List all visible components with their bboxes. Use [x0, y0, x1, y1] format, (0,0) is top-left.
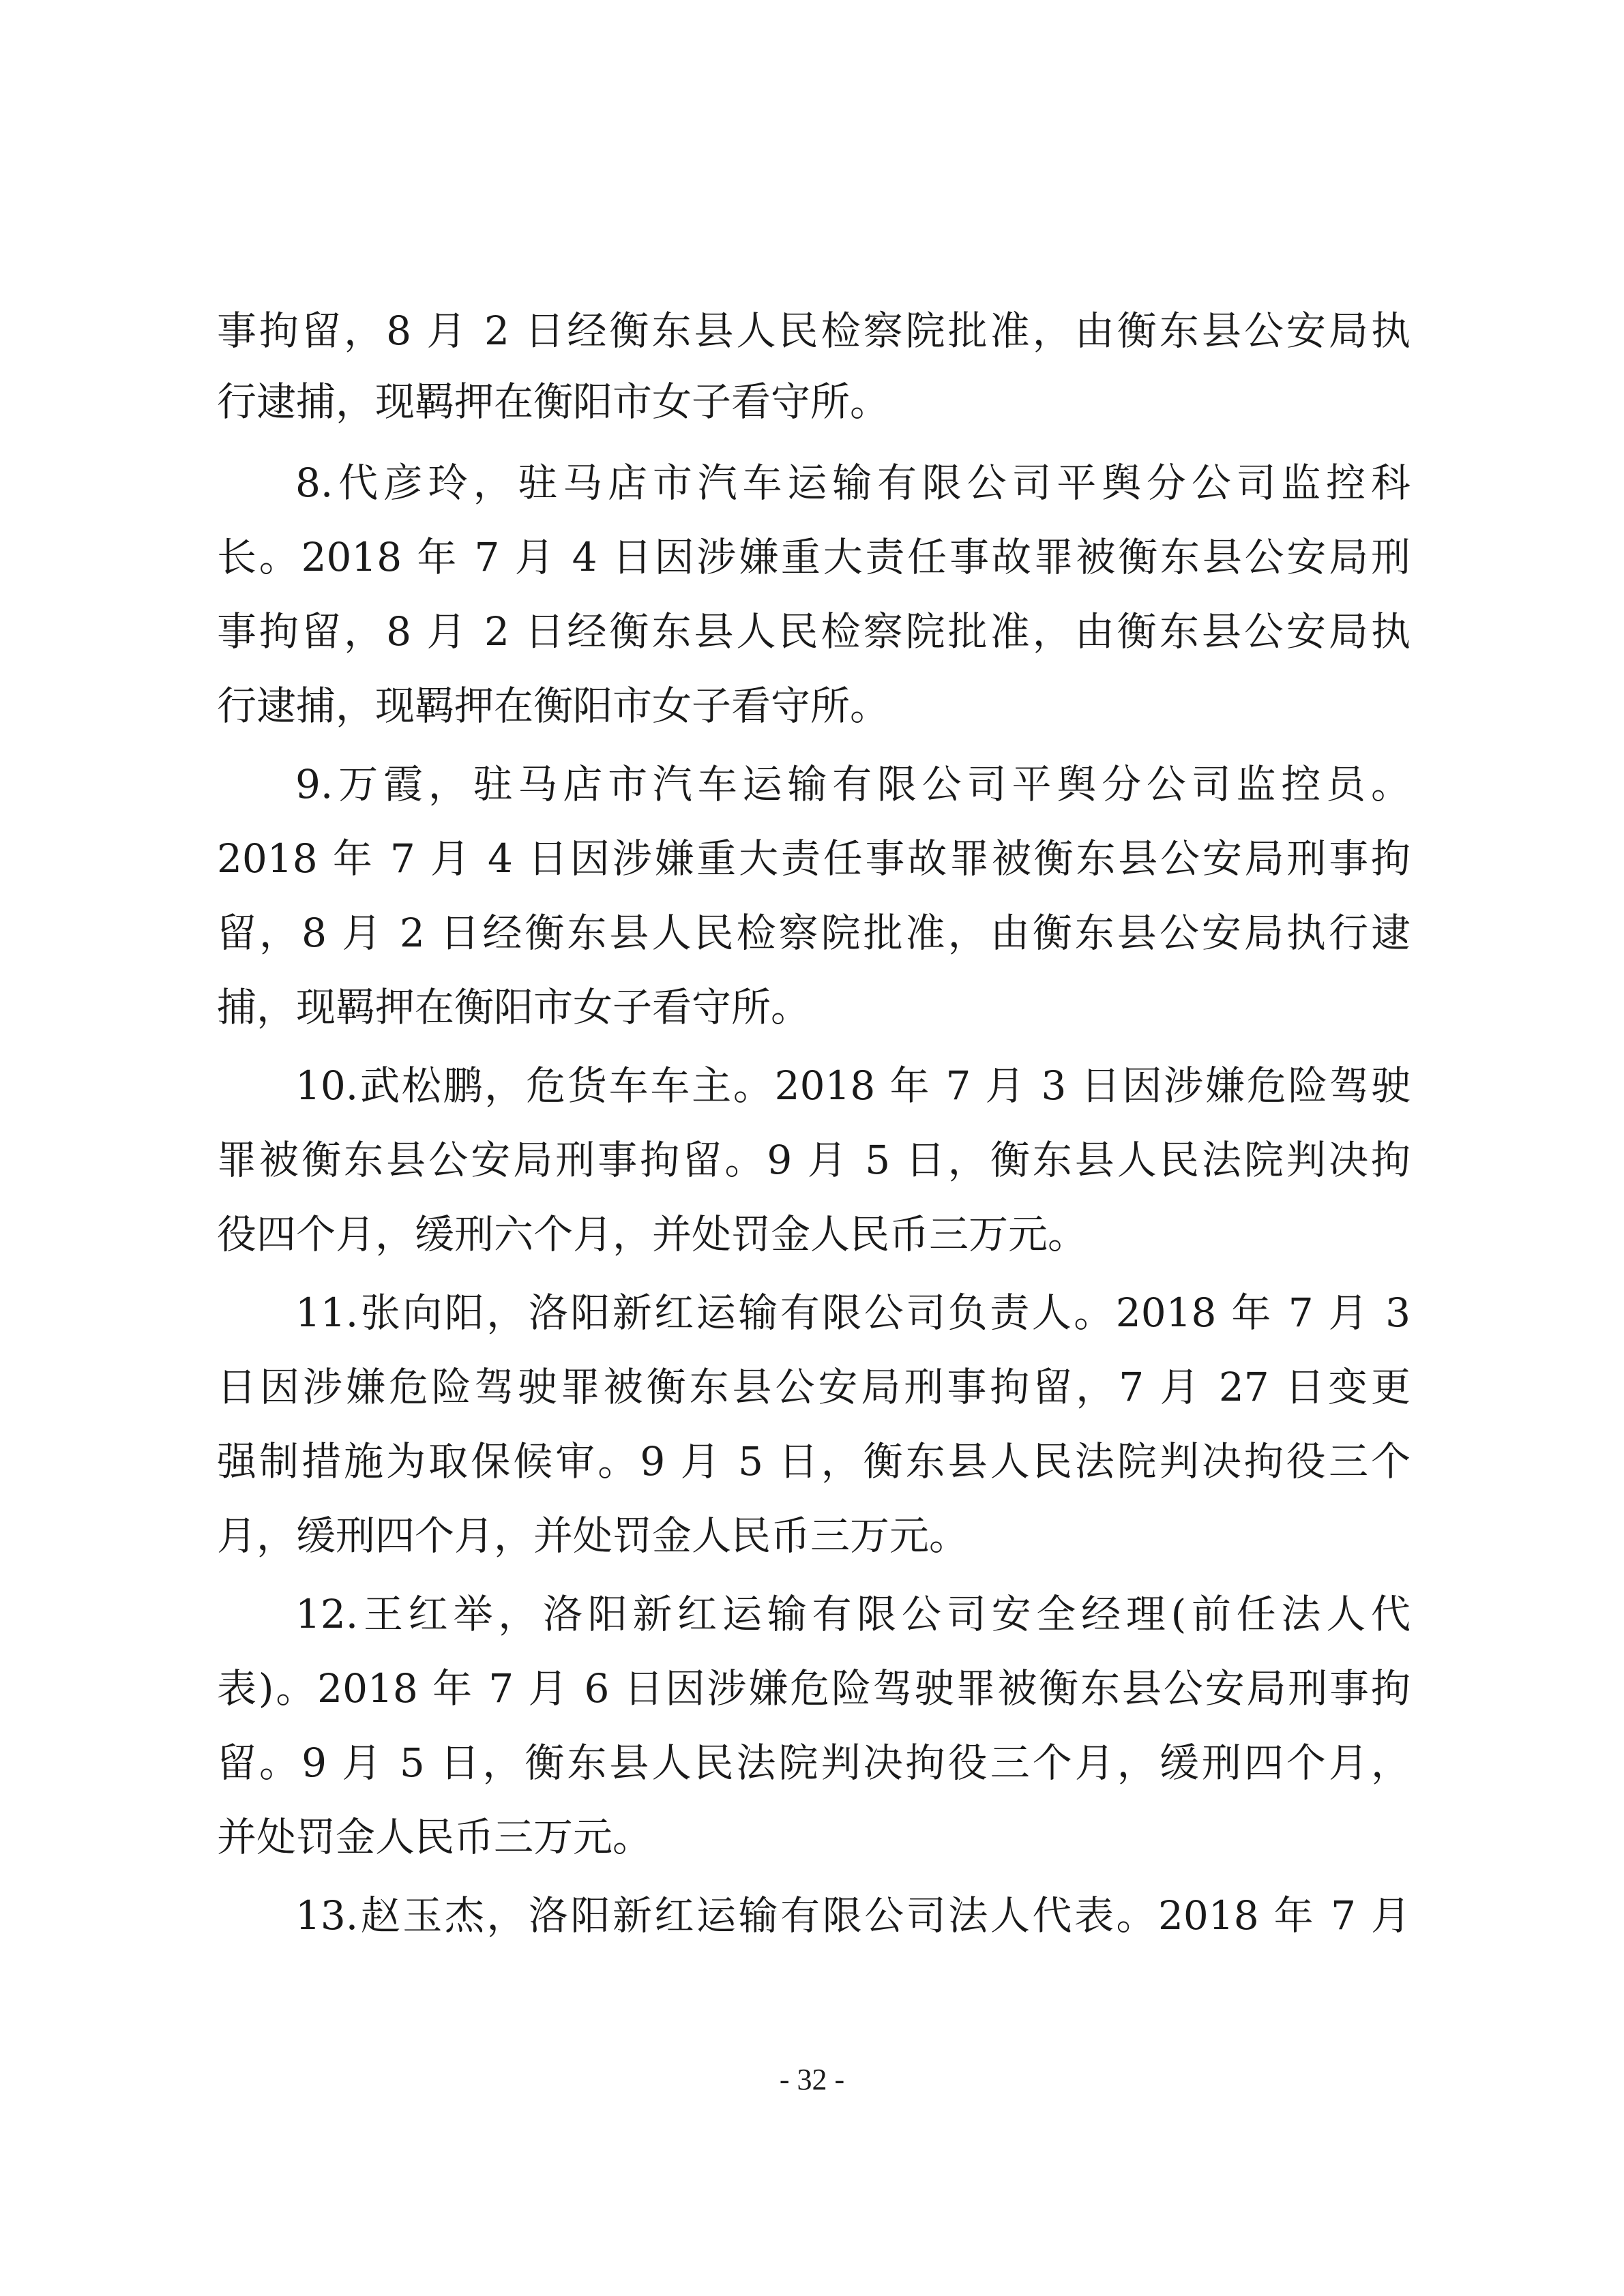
- text-line: 强制措施为取保候审。9 月 5 日，衡东县人民法院判决拘役三个: [217, 1438, 1411, 1485]
- text-line: 留。9 月 5 日，衡东县人民法院判决拘役三个月，缓刑四个月，: [217, 1740, 1411, 1786]
- text-line: 10.武松鹏，危货车车主。2018 年 7 月 3 日因涉嫌危险驾驶: [295, 1062, 1411, 1109]
- page-number: - 32 -: [779, 2063, 845, 2096]
- text-line: 月，缓刑四个月，并处罚金人民币三万元。: [217, 1512, 969, 1559]
- text-line: 留，8 月 2 日经衡东县人民检察院批准，由衡东县公安局执行逮: [217, 910, 1411, 956]
- text-line: 9.万霞，驻马店市汽车运输有限公司平舆分公司监控员。: [295, 761, 1411, 807]
- text-line: 长。2018 年 7 月 4 日因涉嫌重大责任事故罪被衡东县公安局刑: [217, 534, 1411, 580]
- text-line: 并处罚金人民币三万元。: [217, 1814, 653, 1860]
- text-line: 事拘留，8 月 2 日经衡东县人民检察院批准，由衡东县公安局执: [217, 308, 1411, 354]
- text-line: 日因涉嫌危险驾驶罪被衡东县公安局刑事拘留，7 月 27 日变更: [217, 1364, 1411, 1410]
- text-line: 行逮捕，现羁押在衡阳市女子看守所。: [217, 683, 890, 729]
- text-line: 捕，现羁押在衡阳市女子看守所。: [217, 984, 811, 1030]
- text-line: 役四个月，缓刑六个月，并处罚金人民币三万元。: [217, 1211, 1088, 1257]
- text-line: 2018 年 7 月 4 日因涉嫌重大责任事故罪被衡东县公安局刑事拘: [217, 835, 1411, 882]
- text-line: 11.张向阳，洛阳新红运输有限公司负责人。2018 年 7 月 3: [295, 1289, 1411, 1336]
- text-line: 8.代彦玲，驻马店市汽车运输有限公司平舆分公司监控科: [295, 460, 1411, 506]
- text-line: 12.王红举，洛阳新红运输有限公司安全经理(前任法人代: [295, 1591, 1411, 1637]
- text-line: 表)。2018 年 7 月 6 日因涉嫌危险驾驶罪被衡东县公安局刑事拘: [217, 1665, 1411, 1712]
- text-line: 罪被衡东县公安局刑事拘留。9 月 5 日，衡东县人民法院判决拘: [217, 1137, 1411, 1183]
- text-line: 13.赵玉杰，洛阳新红运输有限公司法人代表。2018 年 7 月: [295, 1892, 1411, 1939]
- text-line: 行逮捕，现羁押在衡阳市女子看守所。: [217, 378, 890, 425]
- text-line: 事拘留，8 月 2 日经衡东县人民检察院批准，由衡东县公安局执: [217, 608, 1411, 655]
